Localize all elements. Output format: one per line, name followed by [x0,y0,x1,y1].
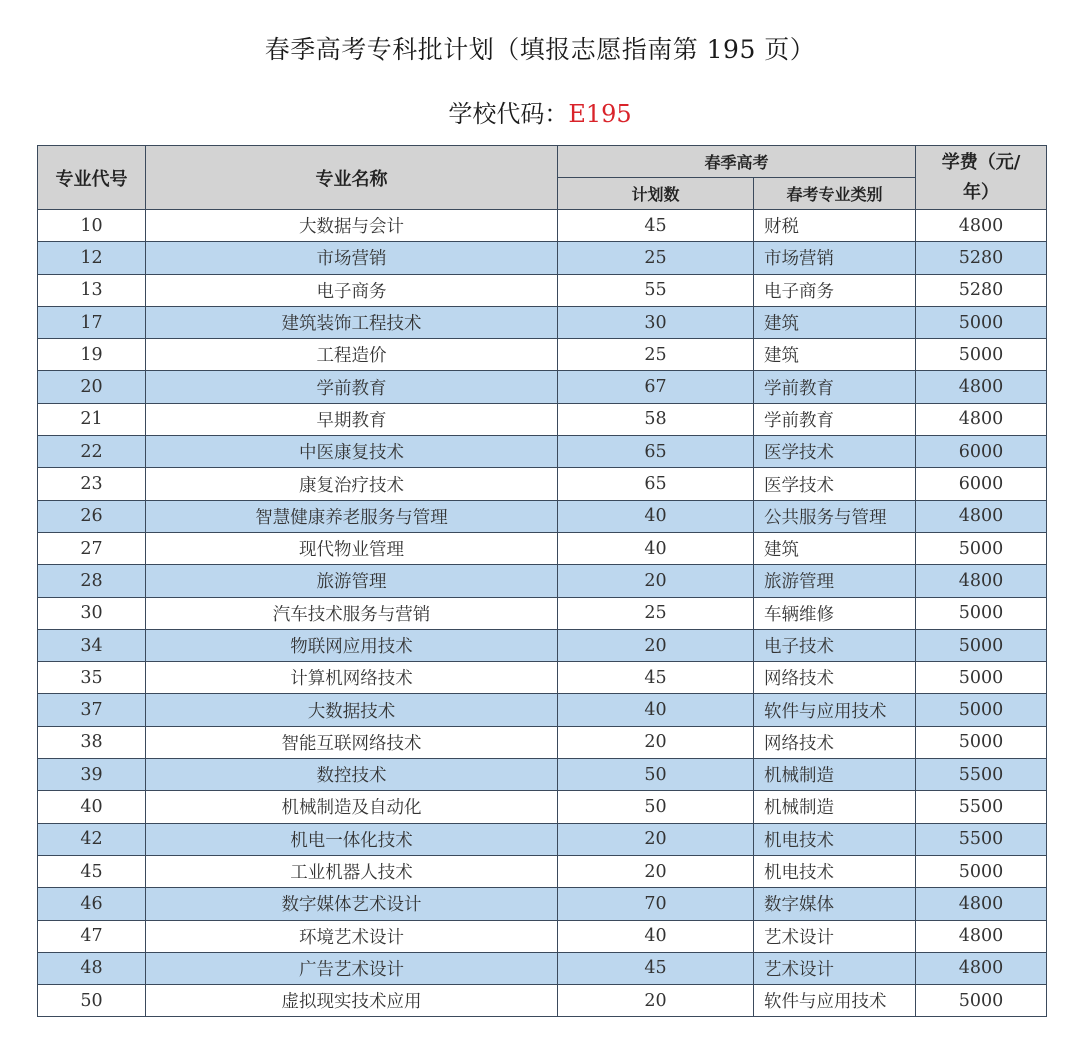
cell-plan: 50 [558,759,754,791]
header-plan: 计划数 [558,178,754,210]
page-title: 春季高考专科批计划（填报志愿指南第 195 页） [264,35,816,64]
cell-category: 机电技术 [754,855,916,887]
table-row [38,629,1047,661]
table-row [38,403,1047,435]
school-code [0,94,1080,129]
cell-code: 19 [38,339,146,371]
cell-code: 17 [38,306,146,338]
table-row [38,532,1047,564]
cell-category: 软件与应用技术 [754,985,916,1017]
table-row [38,888,1047,920]
cell-name: 物联网应用技术 [146,629,558,661]
cell-fee: 5280 [916,242,1047,274]
cell-fee: 5500 [916,791,1047,823]
table-row [38,823,1047,855]
cell-code: 22 [38,436,146,468]
cell-code: 30 [38,597,146,629]
cell-fee: 4800 [916,920,1047,952]
cell-fee: 5000 [916,855,1047,887]
cell-name: 康复治疗技术 [146,468,558,500]
cell-code: 39 [38,759,146,791]
cell-name: 建筑装饰工程技术 [146,306,558,338]
cell-category: 机械制造 [754,791,916,823]
cell-plan: 25 [558,339,754,371]
cell-name: 数控技术 [146,759,558,791]
cell-plan: 55 [558,274,754,306]
cell-category: 艺术设计 [754,952,916,984]
table-row [38,662,1047,694]
cell-name: 市场营销 [146,242,558,274]
cell-category: 学前教育 [754,403,916,435]
cell-plan: 65 [558,436,754,468]
table-row [38,726,1047,758]
header-tuition-line2: 年） [963,181,1000,203]
cell-code: 23 [38,468,146,500]
cell-category: 电子商务 [754,274,916,306]
cell-category: 网络技术 [754,662,916,694]
cell-fee: 5000 [916,597,1047,629]
header-code: 专业代号 [38,146,146,210]
cell-fee: 5500 [916,759,1047,791]
cell-name: 虚拟现实技术应用 [146,985,558,1017]
cell-code: 26 [38,500,146,532]
cell-plan: 20 [558,629,754,661]
cell-code: 10 [38,210,146,242]
header-name: 专业名称 [146,146,558,210]
table-row [38,306,1047,338]
table-row [38,952,1047,984]
cell-category: 学前教育 [754,371,916,403]
cell-category: 软件与应用技术 [754,694,916,726]
header-spring-exam: 春季高考 [558,146,916,178]
cell-category: 机电技术 [754,823,916,855]
cell-fee: 5000 [916,532,1047,564]
cell-code: 35 [38,662,146,694]
cell-plan: 45 [558,210,754,242]
cell-plan: 20 [558,823,754,855]
cell-name: 学前教育 [146,371,558,403]
cell-name: 汽车技术服务与营销 [146,597,558,629]
cell-code: 34 [38,629,146,661]
cell-fee: 5000 [916,662,1047,694]
cell-category: 电子技术 [754,629,916,661]
cell-plan: 40 [558,500,754,532]
cell-name: 现代物业管理 [146,532,558,564]
cell-plan: 30 [558,306,754,338]
cell-category: 建筑 [754,339,916,371]
cell-category: 医学技术 [754,436,916,468]
cell-code: 37 [38,694,146,726]
table-row [38,242,1047,274]
table-row [38,500,1047,532]
cell-name: 广告艺术设计 [146,952,558,984]
cell-fee: 5000 [916,339,1047,371]
cell-fee: 5000 [916,694,1047,726]
cell-code: 21 [38,403,146,435]
header-tuition-line1: 学费（元/ [941,151,1021,173]
table-row [38,565,1047,597]
enrollment-plan-table [37,145,1047,1017]
cell-code: 50 [38,985,146,1017]
cell-code: 38 [38,726,146,758]
cell-code: 45 [38,855,146,887]
cell-fee: 4800 [916,210,1047,242]
cell-name: 旅游管理 [146,565,558,597]
cell-category: 财税 [754,210,916,242]
cell-fee: 4800 [916,952,1047,984]
cell-fee: 6000 [916,468,1047,500]
cell-category: 网络技术 [754,726,916,758]
cell-plan: 45 [558,952,754,984]
cell-category: 市场营销 [754,242,916,274]
school-code-label: 学校代码： [448,100,569,128]
table-row [38,759,1047,791]
cell-name: 环境艺术设计 [146,920,558,952]
cell-name: 中医康复技术 [146,436,558,468]
cell-category: 车辆维修 [754,597,916,629]
table-body [38,210,1047,1017]
cell-fee: 5000 [916,985,1047,1017]
cell-name: 大数据技术 [146,694,558,726]
cell-name: 数字媒体艺术设计 [146,888,558,920]
cell-category: 机械制造 [754,759,916,791]
cell-fee: 5000 [916,629,1047,661]
cell-code: 13 [38,274,146,306]
cell-plan: 20 [558,565,754,597]
cell-name: 机械制造及自动化 [146,791,558,823]
cell-plan: 40 [558,920,754,952]
cell-plan: 20 [558,985,754,1017]
cell-plan: 50 [558,791,754,823]
table-row [38,920,1047,952]
cell-code: 40 [38,791,146,823]
cell-code: 47 [38,920,146,952]
cell-code: 28 [38,565,146,597]
table-row [38,694,1047,726]
table-row [38,371,1047,403]
cell-category: 数字媒体 [754,888,916,920]
header-category: 春考专业类别 [754,178,916,210]
cell-category: 建筑 [754,306,916,338]
cell-category: 艺术设计 [754,920,916,952]
cell-name: 工业机器人技术 [146,855,558,887]
cell-code: 12 [38,242,146,274]
cell-code: 48 [38,952,146,984]
cell-name: 智能互联网络技术 [146,726,558,758]
cell-fee: 4800 [916,371,1047,403]
cell-code: 20 [38,371,146,403]
cell-plan: 25 [558,242,754,274]
cell-fee: 4800 [916,888,1047,920]
cell-plan: 58 [558,403,754,435]
cell-plan: 40 [558,694,754,726]
cell-plan: 40 [558,532,754,564]
cell-name: 智慧健康养老服务与管理 [146,500,558,532]
cell-name: 计算机网络技术 [146,662,558,694]
cell-plan: 20 [558,726,754,758]
cell-fee: 4800 [916,565,1047,597]
cell-name: 电子商务 [146,274,558,306]
cell-name: 工程造价 [146,339,558,371]
cell-name: 早期教育 [146,403,558,435]
cell-category: 旅游管理 [754,565,916,597]
table-row [38,985,1047,1017]
cell-category: 医学技术 [754,468,916,500]
table-row [38,791,1047,823]
cell-plan: 70 [558,888,754,920]
cell-code: 42 [38,823,146,855]
cell-fee: 5000 [916,726,1047,758]
header-tuition [916,146,1047,210]
cell-plan: 20 [558,855,754,887]
cell-fee: 5500 [916,823,1047,855]
table-row [38,210,1047,242]
cell-fee: 6000 [916,436,1047,468]
cell-category: 公共服务与管理 [754,500,916,532]
cell-name: 机电一体化技术 [146,823,558,855]
table-row [38,436,1047,468]
table-row [38,468,1047,500]
cell-code: 46 [38,888,146,920]
school-code-value: E195 [568,100,632,128]
cell-plan: 25 [558,597,754,629]
table-row [38,855,1047,887]
cell-fee: 5000 [916,306,1047,338]
cell-category: 建筑 [754,532,916,564]
cell-name: 大数据与会计 [146,210,558,242]
cell-fee: 4800 [916,500,1047,532]
cell-plan: 67 [558,371,754,403]
cell-plan: 65 [558,468,754,500]
table-row [38,274,1047,306]
cell-code: 27 [38,532,146,564]
cell-plan: 45 [558,662,754,694]
cell-fee: 5280 [916,274,1047,306]
cell-fee: 4800 [916,403,1047,435]
table-row [38,339,1047,371]
table-row [38,597,1047,629]
